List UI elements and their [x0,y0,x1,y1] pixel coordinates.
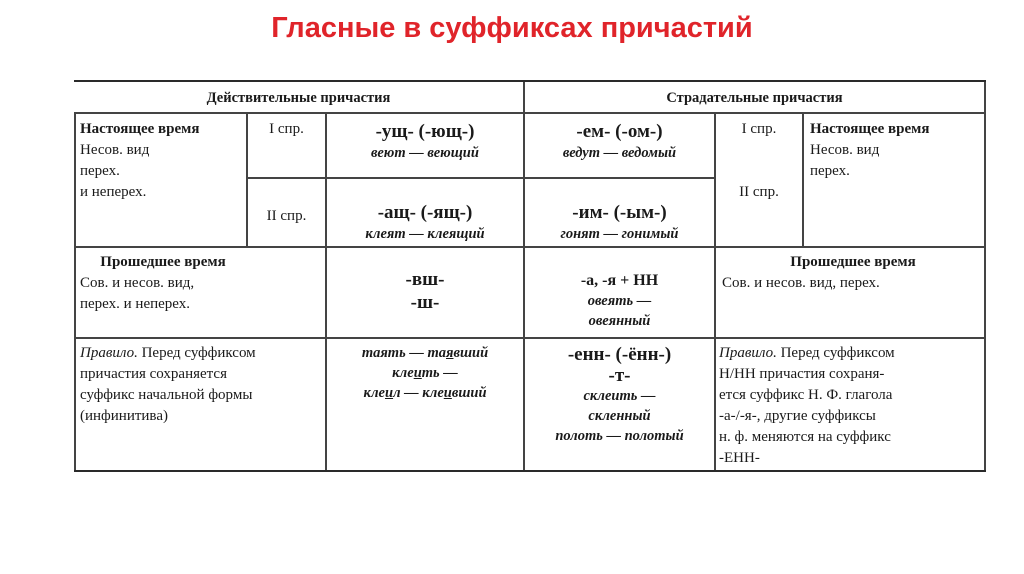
rule-line: -ЕНН- [719,450,760,466]
example: склеить — [583,388,656,404]
grid-line [802,112,804,246]
suffix-table [74,80,986,472]
past-label: Прошедшее время [790,254,916,270]
suffix: -енн- (-ённ-) [567,344,672,365]
suffix: -вш- [405,269,445,290]
ex-part: ть — [421,365,458,381]
ex-underlined: и [384,385,394,401]
desc-line: и неперех. [80,184,147,200]
ex-part: кле [363,385,385,401]
grid-line [74,246,986,248]
active-present-cell-2 [327,201,523,244]
desc-line: Сов. и несов. вид, перех. [722,275,880,291]
ex-underlined: и [443,385,452,401]
example [327,343,523,363]
suffix: -т- [608,365,631,386]
active-past-cell [327,268,523,314]
grid-line [74,337,986,339]
rule-line: ется суффикс Н. Ф. глагола [719,387,893,403]
example: скленный [588,408,651,424]
example: веют — веющий [371,145,479,161]
desc-line: перех. [80,163,120,179]
suffix: -ущ- (-ющ-) [375,121,475,142]
desc-line: Сов. и несов. вид, [80,275,195,291]
ex-part: вший [451,385,487,401]
example: клеят — клеящий [365,226,485,242]
conj-label: I спр. [741,121,777,137]
grid-line [74,112,986,114]
desc-line: Несов. вид [80,142,150,158]
passive-past-cell [525,270,714,331]
desc-line: перех. [810,163,850,179]
passive-present-cell-2 [525,201,714,244]
past-left-desc [80,252,246,315]
rule-line: (инфинитива) [80,408,168,424]
rule-italic: Правило. [719,345,777,361]
rule-line [719,343,984,364]
passive-present-cell-1 [525,120,714,163]
example: овеять — [587,293,652,309]
rule-line: причастия сохраняется [80,366,227,382]
suffix: -ащ- (-ящ-) [377,202,473,223]
example: гонят — гонимый [560,226,679,242]
rule-line: -а-/-я-, другие суффиксы [719,408,876,424]
conj-label: II спр. [266,208,307,224]
ex-underlined: я [446,345,454,361]
example [327,383,523,403]
ex-part: кле [392,365,414,381]
rule-line [80,343,326,364]
present-label: Настоящее время [80,121,200,137]
conj-label: I спр. [269,121,304,137]
passive-rule-cell [525,343,714,446]
suffix: -а, -я + НН [580,272,659,289]
present-right-desc [810,119,984,182]
example [327,363,523,383]
active-present-cell-1 [327,120,523,163]
present-label: Настоящее время [810,121,930,137]
example: полоть — полотый [555,428,684,444]
active-rule-examples [327,343,523,403]
rule-left [80,343,326,427]
rule-line: Н/НН причастия сохраня- [719,366,885,382]
ex-part: л — кле [393,385,444,401]
rule-italic: Правило. [80,345,138,361]
grid-line [984,82,986,470]
grid-line [246,177,714,179]
suffix: -ем- (-ом-) [576,121,663,142]
past-right-desc [722,252,984,294]
present-left-desc [80,119,246,203]
desc-line: Несов. вид [810,142,880,158]
ex-part: вший [453,345,489,361]
rule-text: Перед суффиксом [141,345,256,361]
grid-line [74,112,76,470]
page-title: Гласные в суффиксах причастий [271,12,753,44]
desc-line: перех. и неперех. [80,296,191,312]
header-passive: Страдательные причастия [666,90,843,106]
rule-line: суффикс начальной формы [80,387,253,403]
suffix: -им- (-ым-) [572,202,667,223]
grid-line [714,112,716,470]
conj-label: II спр. [739,184,779,200]
past-label: Прошедшее время [100,254,226,270]
rule-right [719,343,984,469]
ex-underlined: и [413,365,422,381]
ex-part: таять — та [361,345,446,361]
suffix: -ш- [410,292,440,313]
example: овеянный [588,313,651,329]
rule-text: Перед суффиксом [780,345,895,361]
rule-line: н. ф. меняются на суффикс [719,429,891,445]
header-active: Действительные причастия [206,90,391,106]
example: ведут — ведомый [562,145,677,161]
